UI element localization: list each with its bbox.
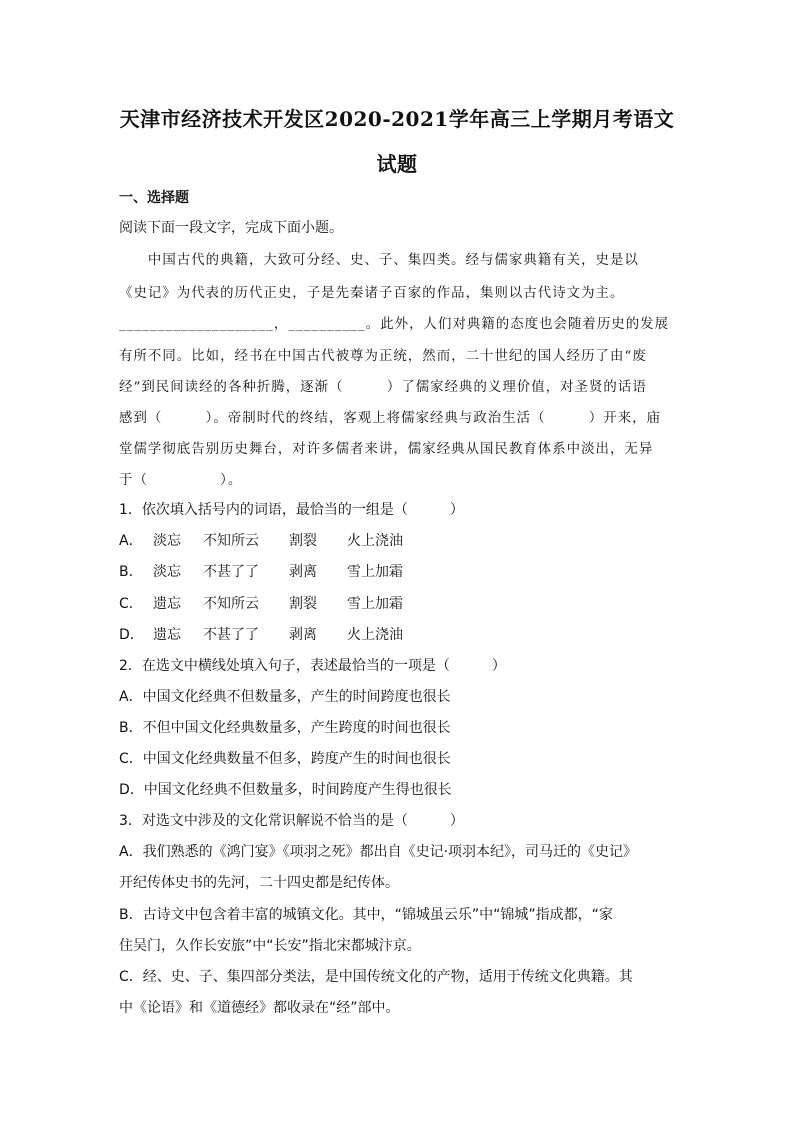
question-3-option-b-line-2: 住吴门，久作长安旅”中“长安”指北宋都城汴京。: [119, 938, 421, 954]
question-2-option-a: A．中国文化经典不但数量多，产生的时间跨度也很长: [119, 689, 451, 705]
question-2-option-c: C．中国文化经典数量不但多，跨度产生的时间也很长: [119, 751, 451, 767]
question-1-option-d: [119, 624, 403, 644]
option-word: 火上浇油: [347, 627, 403, 643]
question-1-option-a: [119, 530, 403, 550]
option-word: 割裂: [289, 533, 317, 549]
question-1-option-b: [119, 561, 403, 581]
question-3-stem: 3．对选文中涉及的文化常识解说不恰当的是（ ）: [119, 813, 464, 829]
option-word: 淡忘: [153, 533, 181, 549]
reading-instruction: 阅读下面一段文字，完成下面小题。: [119, 220, 343, 236]
option-word: 剥离: [289, 627, 317, 643]
option-letter: D．: [119, 627, 144, 643]
option-word: 不甚了了: [203, 564, 259, 580]
option-letter: B．: [119, 564, 143, 580]
passage-line: 有所不同。比如，经书在中国古代被尊为正统，然而，二十世纪的国人经历了由“废: [119, 349, 647, 364]
question-3-option-c-line-2: 中《论语》和《道德经》都收录在“经”部中。: [119, 1000, 400, 1016]
option-word: 不知所云: [203, 596, 259, 612]
option-letter: C．: [119, 596, 143, 612]
question-3-option-a-line-1: A．我们熟悉的《鸿门宴》《项羽之死》都出自《史记·项羽本纪》，司马迁的《史记》: [119, 844, 638, 860]
passage-line: 堂儒学彻底告别历史舞台，对许多儒者来讲，儒家经典从国民教育体系中淡出，无异: [119, 442, 654, 457]
question-2-option-b: B．不但中国文化经典数量多，产生跨度的时间也很长: [119, 720, 451, 736]
passage-line-with-blanks: ____________________，__________。此外，人们对典籍的态度也会随着历史的发展: [119, 317, 670, 332]
option-word: 淡忘: [153, 564, 181, 580]
passage-line: 于（ ）。: [119, 473, 243, 488]
option-word: 雪上加霜: [347, 564, 403, 580]
passage-line: 中国古代的典籍，大致可分经、史、子、集四类。经与儒家典籍有关，史是以: [119, 253, 639, 268]
question-3-option-b-line-1: B．古诗文中包含着丰富的城镇文化。其中，“锦城虽云乐”中“锦城”指成都，“家: [119, 907, 613, 923]
question-2-stem: 2．在选文中横线处填入句子，表述最恰当的一项是（ ）: [119, 658, 506, 674]
option-word: 剥离: [289, 564, 317, 580]
question-1-stem: 1．依次填入括号内的词语，最恰当的一组是（ ）: [119, 502, 464, 518]
question-3-option-c-line-1: C．经、史、子、集四部分类法，是中国传统文化的产物，适用于传统文化典籍。其: [119, 969, 633, 985]
option-word: 遗忘: [153, 627, 181, 643]
option-word: 割裂: [289, 596, 317, 612]
question-2-option-d: D．中国文化经典不但数量多，时间跨度产生得也很长: [119, 782, 452, 798]
section-heading: 一、选择题: [119, 190, 189, 206]
passage-line: 《史记》为代表的历代正史，子是先秦诸子百家的作品，集则以古代诗文为主。: [119, 286, 625, 301]
option-letter: A．: [119, 533, 143, 549]
passage-line: 经”到民间读经的各种折腾，逐渐（ ）了儒家经典的义理价值，对圣贤的话语: [119, 380, 647, 395]
option-word: 火上浇油: [347, 533, 403, 549]
question-3-option-a-line-2: 开纪传体史书的先河，二十四史都是纪传体。: [119, 875, 399, 891]
document-title-line-1: 天津市经济技术开发区2020-2021学年高三上学期月考语文: [119, 107, 675, 131]
option-word: 雪上加霜: [347, 596, 403, 612]
question-1-option-c: [119, 593, 403, 613]
document-title-line-2: 试题: [376, 152, 418, 176]
option-word: 遗忘: [153, 596, 181, 612]
option-word: 不知所云: [203, 533, 259, 549]
option-word: 不甚了了: [203, 627, 259, 643]
passage-line: 感到（ ）。帝制时代的终结，客观上将儒家经典与政治生活（ ）开来，庙: [119, 411, 662, 426]
